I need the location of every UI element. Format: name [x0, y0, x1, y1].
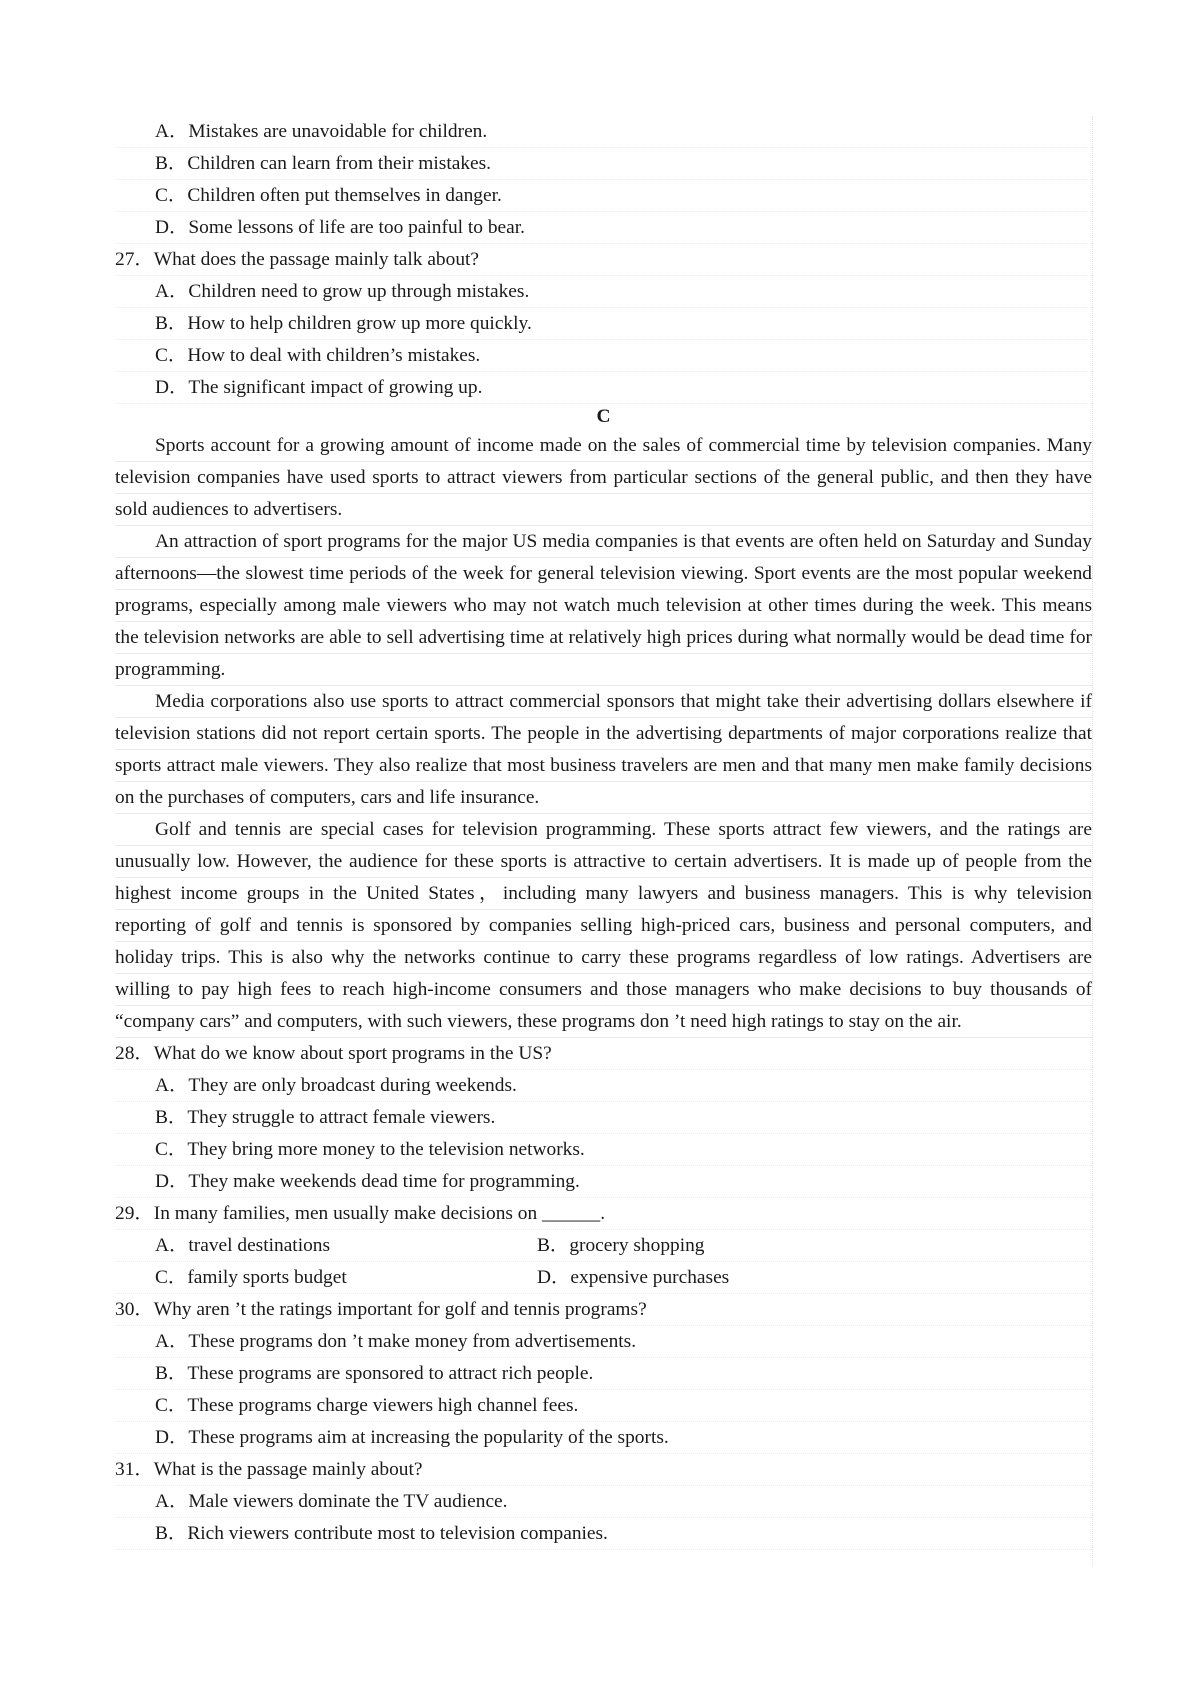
q26-option-b: B．Children can learn from their mistakes. — [115, 148, 1092, 180]
q28-option-c: C．They bring more money to the television networks. — [115, 1134, 1092, 1166]
q28-option-a: A．They are only broadcast during weekends. — [115, 1070, 1092, 1102]
paragraph-3-text: Media corporations also use sports to attract commercial sponsors that might take their advertising dollars elsewhere if television stations did not report certain sports. The people in the advertising departments of major corporations realize that sports attract male viewers. They also realize that most business travelers are men and that many men make family decisions on the purchases of computers, cars and life insurance. — [115, 691, 1092, 808]
passage-paragraph-1 — [115, 430, 1092, 526]
q29-options-row-2 — [115, 1262, 1092, 1294]
q31-question: 31．What is the passage mainly about? — [115, 1454, 1092, 1486]
section-c-heading: C — [596, 406, 611, 427]
margin-guide-line — [1092, 116, 1093, 1566]
q26-option-a: A．Mistakes are unavoidable for children. — [115, 116, 1092, 148]
q30-option-c: C．These programs charge viewers high channel fees. — [115, 1390, 1092, 1422]
q29-options-row-1 — [115, 1230, 1092, 1262]
passage-paragraph-4 — [115, 814, 1092, 1038]
passage-paragraph-3 — [115, 686, 1092, 814]
q28-option-d: D．They make weekends dead time for programming. — [115, 1166, 1092, 1198]
q30-option-b: B．These programs are sponsored to attract rich people. — [115, 1358, 1092, 1390]
q26-option-c: C．Children often put themselves in danger. — [115, 180, 1092, 212]
q29-option-a: A．travel destinations — [155, 1235, 331, 1256]
q27-option-c: C．How to deal with children’s mistakes. — [115, 340, 1092, 372]
q30-question: 30．Why aren ’t the ratings important for golf and tennis programs? — [115, 1294, 1092, 1326]
q28-option-b: B．They struggle to attract female viewers. — [115, 1102, 1092, 1134]
q29-question: 29．In many families, men usually make decisions on ______. — [115, 1198, 1092, 1230]
q31-option-a: A．Male viewers dominate the TV audience. — [115, 1486, 1092, 1518]
q28-question: 28．What do we know about sport programs in the US? — [115, 1038, 1092, 1070]
q27-question: 27．What does the passage mainly talk about? — [115, 244, 1092, 276]
q29-option-c: C．family sports budget — [155, 1267, 347, 1288]
q29-option-b: B．grocery shopping — [537, 1235, 705, 1256]
page-content — [115, 116, 1092, 1550]
q30-option-d: D．These programs aim at increasing the popularity of the sports. — [115, 1422, 1092, 1454]
passage-paragraph-2 — [115, 526, 1092, 686]
paragraph-2-text: An attraction of sport programs for the major US media companies is that events are often held on Saturday and Sunday afternoons—the slowest time periods of the week for general television viewing. Sport events are the most popular weekend programs, especially among male viewers who may not watch much television at other times during the week. This means the television networks are able to sell advertising time at relatively high prices during what normally would be dead time for programming. — [115, 531, 1092, 680]
q26-option-d: D．Some lessons of life are too painful to bear. — [115, 212, 1092, 244]
q29-option-d: D．expensive purchases — [537, 1267, 730, 1288]
q27-option-b: B．How to help children grow up more quickly. — [115, 308, 1092, 340]
q27-option-d: D．The significant impact of growing up. — [115, 372, 1092, 404]
q31-option-b: B．Rich viewers contribute most to television companies. — [115, 1518, 1092, 1550]
q27-option-a: A．Children need to grow up through mistakes. — [115, 276, 1092, 308]
paragraph-1-text: Sports account for a growing amount of income made on the sales of commercial time by television companies. Many television companies have used sports to attract viewers from particular sections of the general public, and then they have sold audiences to advertisers. — [115, 435, 1092, 520]
q30-option-a: A．These programs don ’t make money from advertisements. — [115, 1326, 1092, 1358]
paragraph-4-text: Golf and tennis are special cases for television programming. These sports attract few viewers, and the ratings are unusually low. However, the audience for these sports is attractive to certain advertisers. It is made up of people from the highest income groups in the United States，including many lawyers and business managers. This is why television reporting of golf and tennis is sponsored by companies selling high-priced cars, business and personal computers, and holiday trips. This is also why the networks continue to carry these programs regardless of low ratings. Advertisers are willing to pay high fees to reach high-income consumers and those managers who make decisions to buy thousands of “company cars” and computers, with such viewers, these programs don ’t need high ratings to stay on the air. — [115, 819, 1092, 1032]
